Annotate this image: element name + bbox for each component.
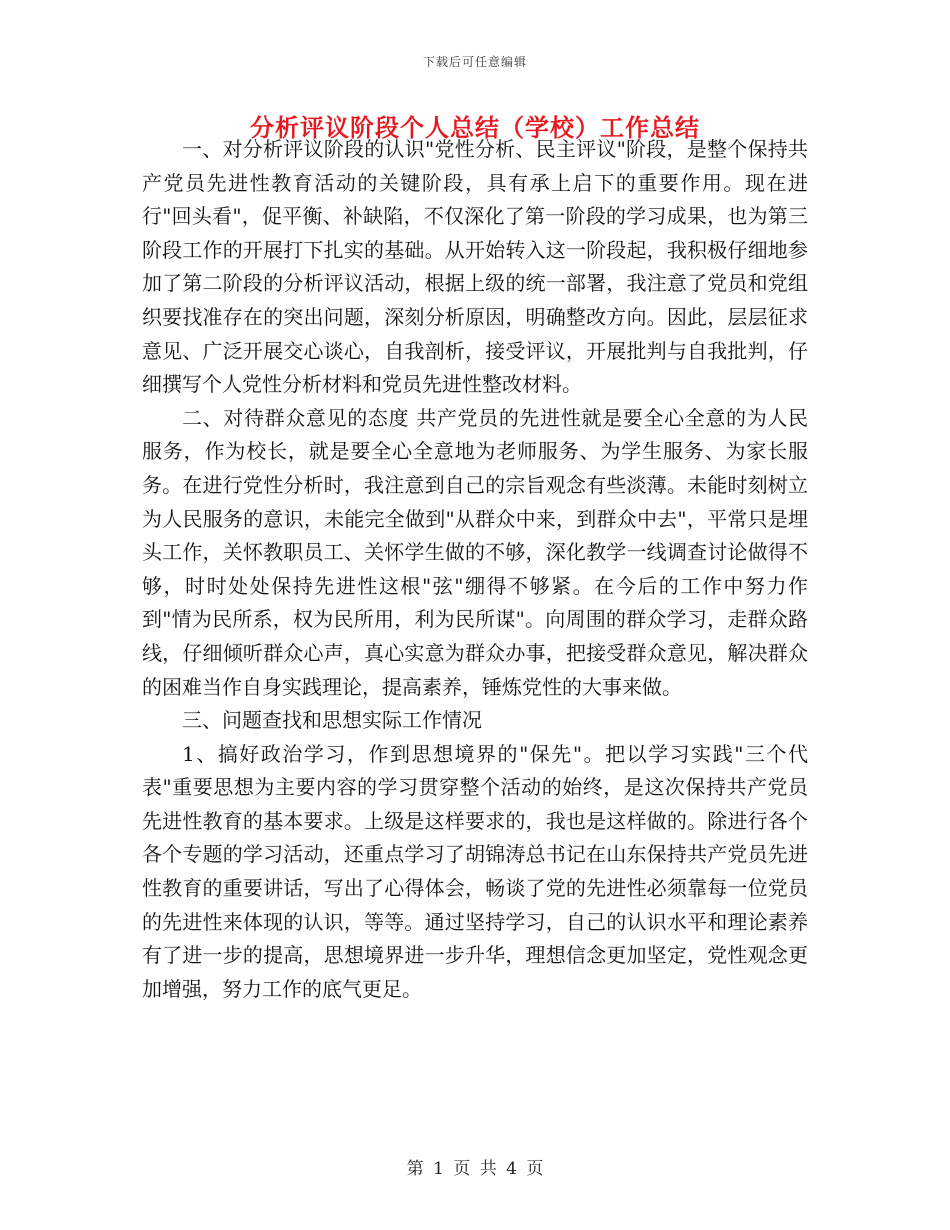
page-header-note: 下载后可任意编辑 <box>422 55 527 69</box>
document-body <box>142 133 808 1006</box>
paragraph-section-3-heading: 三、问题查找和思想实际工作情况 <box>182 708 482 733</box>
document-title: 分析评议阶段个人总结（学校）工作总结 <box>250 113 700 142</box>
paragraph-section-1: 一、对分析评议阶段的认识"党性分析、民主评议"阶段，是整个保持共产党员先进性教育活动的关键阶段，具有承上启下的重要作用。现在进行"回头看"，促平衡、补缺陷，不仅深化了第一阶段的学习成果，也为第三阶段工作的开展打下扎实的基础。从开始转入这一阶段起，我积极仔细地参加了第二阶段的分析评议活动，根据上级的统一部署，我注意了党员和党组织要找准存在的突出问题，深刻分析原因，明确整改方向。因此，层层征求意见、广泛开展交心谈心，自我剖析，接受评议，开展批判与自我批判，仔细撰写个人党性分析材料和党员先进性整改材料。 <box>142 137 808 397</box>
paragraph-section-2: 二、对待群众意见的态度 共产党员的先进性就是要全心全意的为人民服务，作为校长，就是要全心全意地为老师服务、为学生服务、为家长服务。在进行党性分析时，我注意到自己的宗旨观念有些淡薄。未能时刻树立为人民服务的意识，未能完全做到"从群众中来，到群众中去"，平常只是埋头工作，关怀教职员工、关怀学生做的不够，深化教学一线调查讨论做得不够，时时处处保持先进性这根"弦"绷得不够紧。在今后的工作中努力作到"情为民所系，权为民所用，利为民所谋"。向周围的群众学习，走群众路线，仔细倾听群众心声，真心实意为群众办事，把接受群众意见，解决群众的困难当作自身实践理论，提高素养，锤炼党性的大事来做。 <box>142 405 808 699</box>
paragraph-section-3-item-1: 1、搞好政治学习，作到思想境界的"保先"。把以学习实践"三个代表"重要思想为主要内容的学习贯穿整个活动的始终，是这次保持共产党员先进性教育的基本要求。上级是这样要求的，我也是这样做的。除进行各个各个专题的学习活动，还重点学习了胡锦涛总书记在山东保持共产党员先进性教育的重要讲话，写出了心得体会，畅谈了党的先进性必须靠每一位党员的先进性来体现的认识，等等。通过坚持学习，自己的认识水平和理论素养有了进一步的提高，思想境界进一步升华，理想信念更加坚定，党性观念更加增强，努力工作的底气更足。 <box>142 741 808 1001</box>
page-number: 第 1 页 共 4 页 <box>406 1159 544 1179</box>
